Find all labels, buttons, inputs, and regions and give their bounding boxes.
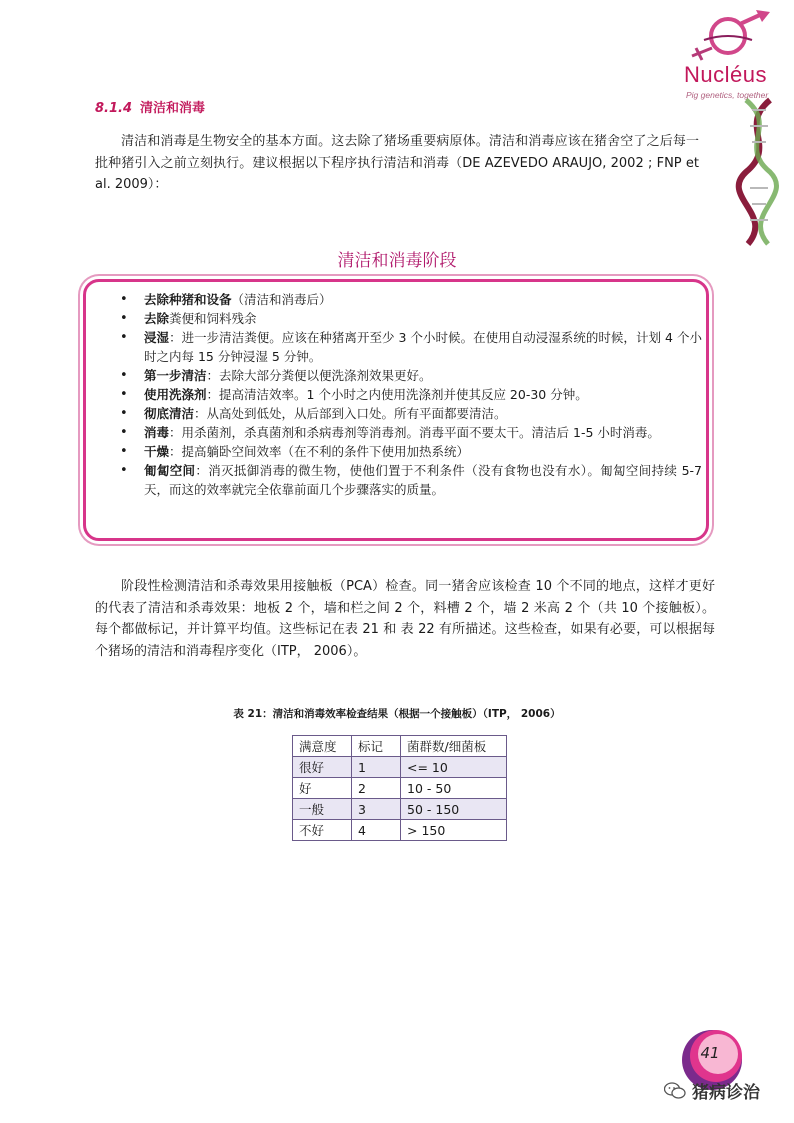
wechat-icon <box>664 1082 686 1100</box>
table-header: 标记 <box>352 736 401 757</box>
table-cell: 不好 <box>293 820 352 841</box>
intro-paragraph: 清洁和消毒是生物安全的基本方面。这去除了猪场重要病原体。清洁和消毒应该在猪舍空了之后每一批种猪引入之前立刻执行。建议根据以下程序执行清洁和消毒（DE AZEVEDO ARAUJO, 2002 ; FNP et al. 2009）： <box>95 134 699 192</box>
table-cell: <= 10 <box>401 757 507 778</box>
box-title: 清洁和消毒阶段 <box>337 251 457 271</box>
watermark <box>664 1078 760 1103</box>
table-cell: 2 <box>352 778 401 799</box>
nucleus-logo <box>676 10 786 110</box>
table-caption: 表 21：清洁和消毒效率检查结果（根据一个接触板）（ITP， 2006） <box>233 708 561 720</box>
gender-symbol-icon <box>682 10 782 66</box>
cleaning-stages-list <box>120 290 702 499</box>
list-item: • 彻底清洁：从高处到低处，从后部到入口处。所有平面都要清洁。 <box>120 404 702 423</box>
table-cell: 好 <box>293 778 352 799</box>
section-title: 清洁和消毒 <box>140 101 206 116</box>
list-item: • 使用洗涤剂：提高清洁效率。1 个小时之内使用洗涤剂并使其反应 20-30 分钟。 <box>120 385 702 404</box>
list-item: • 浸湿：进一步清洁粪便。应该在种猪离开至少 3 个小时候。在使用自动浸湿系统的时候，计划 4 个小时之内每 15 分钟浸湿 5 分钟。 <box>120 328 702 366</box>
list-item: • 干燥：提高躺卧空间效率（在不利的条件下使用加热系统） <box>120 442 702 461</box>
section-number: 8.1.4 <box>95 101 133 116</box>
list-item: • 去除粪便和饲料残余 <box>120 309 702 328</box>
list-item: • 消毒：用杀菌剂，杀真菌剂和杀病毒剂等消毒剂。消毒平面不要太干。清洁后 1-5 小时消毒。 <box>120 423 702 442</box>
table-cell: 3 <box>352 799 401 820</box>
page-number: 41 <box>700 1044 720 1062</box>
table-row <box>293 778 507 799</box>
dna-helix-decoration <box>728 96 788 248</box>
list-item: • 匍匐空间：消灭抵御消毒的微生物，使他们置于不利条件（没有食物也没有水）。匍匐空间持续 5-7 天，而这的效率就完全依靠前面几个步骤落实的质量。 <box>120 461 702 499</box>
table-header: 菌群数/细菌板 <box>401 736 507 757</box>
table-cell: 4 <box>352 820 401 841</box>
table-cell: > 150 <box>401 820 507 841</box>
table-cell: 10 - 50 <box>401 778 507 799</box>
table-row <box>293 820 507 841</box>
brand-tagline: Pig genetics, together <box>686 90 769 100</box>
list-item: • 第一步清洁：去除大部分粪便以便洗涤剂效果更好。 <box>120 366 702 385</box>
cleaning-stages-box <box>83 279 709 541</box>
brand-name: Nucléus <box>684 62 767 87</box>
table-cell: 50 - 150 <box>401 799 507 820</box>
table-header: 满意度 <box>293 736 352 757</box>
table-row <box>293 799 507 820</box>
table-cell: 一般 <box>293 799 352 820</box>
results-table <box>292 735 507 841</box>
table-header-row <box>293 736 507 757</box>
table-cell: 1 <box>352 757 401 778</box>
list-item: • 去除种猪和设备（清洁和消毒后） <box>120 290 702 309</box>
watermark-text: 猪病诊治 <box>692 1083 760 1103</box>
table-cell: 很好 <box>293 757 352 778</box>
section-heading <box>95 97 205 116</box>
pca-paragraph: 阶段性检测清洁和杀毒效果用接触板（PCA）检查。同一猪舍应该检查 10 个不同的地点，这样才更好的代表了清洁和杀毒效果：地板 2 个，墙和栏之间 2 个，料槽 2 个，墙 2 米高 2 个（共 10 个接触板）。每个都做标记，并计算平均值。这些标记在表 21 和 表 22 有所描述。这些检查，如果有必要，可以根据每个猪场的清洁和消毒程序变化（ITP， 2006）。 <box>95 579 715 659</box>
table-row <box>293 757 507 778</box>
